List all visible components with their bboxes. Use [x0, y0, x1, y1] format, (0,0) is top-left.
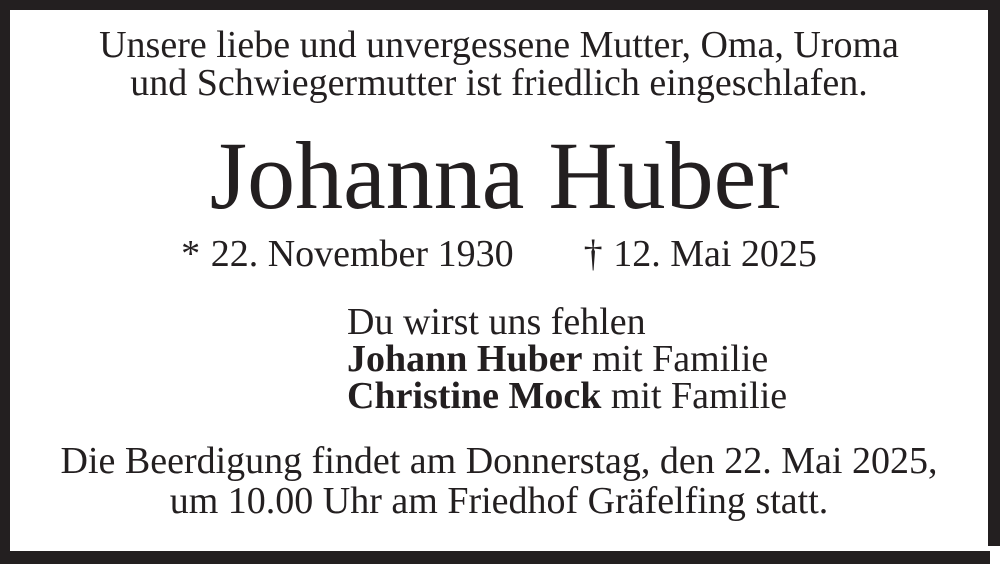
birth-star-symbol: *	[181, 233, 201, 275]
frame-border-right	[988, 0, 1000, 546]
death-date-text: 12. Mai 2025	[613, 233, 817, 275]
birth-date	[181, 232, 514, 276]
deceased-name: Johanna Huber	[209, 122, 789, 229]
death-date	[584, 232, 817, 276]
life-dates	[10, 232, 988, 276]
death-dagger-icon: †	[583, 233, 603, 275]
funeral-announcement	[10, 441, 988, 521]
mourner-suffix: mit Familie	[601, 375, 788, 417]
frame-border-left	[0, 0, 10, 564]
birth-date-text: 22. November 1930	[210, 233, 514, 275]
farewell-line: Du wirst uns fehlen	[347, 301, 646, 343]
mourner-line	[347, 375, 788, 417]
frame-border-top	[0, 0, 1000, 10]
mourner-line	[347, 338, 787, 380]
intro-text	[10, 26, 988, 102]
mourner-name: Christine Mock	[347, 375, 602, 417]
funeral-line-2: um 10.00 Uhr am Friedhof Gräfelfing statt.	[169, 480, 829, 522]
mourner-name: Johann Huber	[347, 338, 583, 380]
frame-border-bottom	[0, 551, 990, 564]
farewell-block	[347, 301, 788, 417]
intro-line-2: und Schwiegermutter ist friedlich eingeschlafen.	[130, 62, 868, 104]
intro-line-1: Unsere liebe und unvergessene Mutter, Oma, Uroma	[99, 24, 899, 66]
notice-content	[10, 10, 988, 550]
mourner-suffix: mit Familie	[582, 338, 769, 380]
funeral-line-1: Die Beerdigung findet am Donnerstag, den 22. Mai 2025,	[60, 440, 938, 482]
